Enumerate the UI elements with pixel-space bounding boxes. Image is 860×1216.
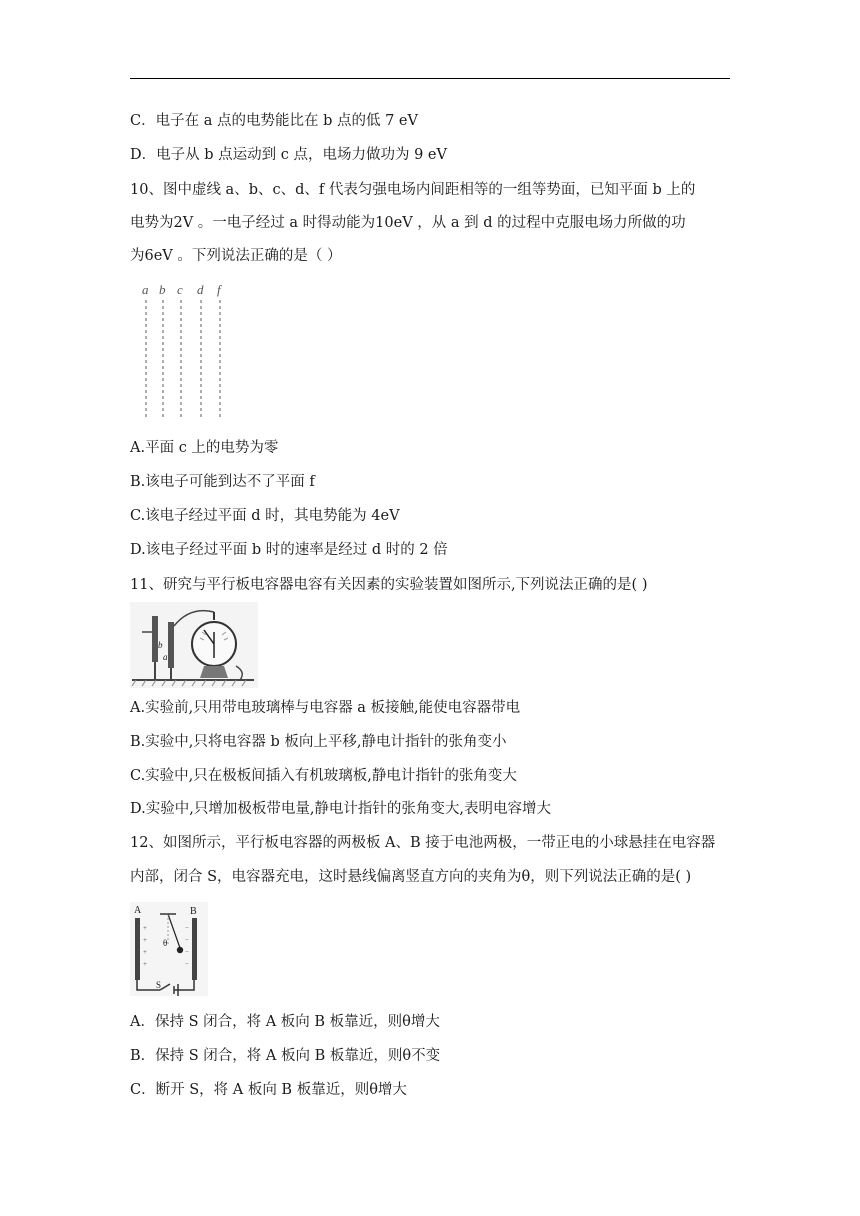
svg-text:+: + [143,948,147,956]
q12-capacitor-figure [130,902,208,996]
svg-text:−: − [185,948,189,956]
q9-option-d: D．电子从 b 点运动到 c 点，电场力做功为 9 eV [130,147,447,163]
q11-label-b: b [158,640,163,650]
q12-label-theta: θ [163,938,168,948]
q12-stem-line1: 12、如图所示，平行板电容器的两极板 A、B 接于电池两极，一带正电的小球悬挂在电容器 [130,835,716,851]
q10-stem-line1: 10、图中虚线 a、b、c、d、f 代表匀强电场内间距相等的一组等势面，已知平面 b 上的 [130,182,696,198]
svg-text:+: + [143,960,147,968]
svg-text:−: − [185,960,189,968]
q12-label-A: A [134,905,142,916]
q10-stem-line3: 为6eV 。下列说法正确的是（ ） [130,248,342,264]
q10-label-c: c [177,282,183,297]
q10-option-a: A.平面 c 上的电势为零 [130,440,279,456]
q10-stem-line2: 电势为2V 。一电子经过 a 时得动能为10eV ，从 a 到 d 的过程中克服电场力所做的功 [130,215,686,231]
q10-equipotential-figure [136,280,236,422]
q10-option-c: C.该电子经过平面 d 时，其电势能为 4eV [130,508,400,524]
q11-option-b: B.实验中,只将电容器 b 板向上平移,静电计指针的张角变小 [130,734,507,750]
q11-option-c: C.实验中,只在极板间插入有机玻璃板,静电计指针的张角变大 [130,768,517,784]
q11-stem: 11、研究与平行板电容器电容有关因素的实验装置如图所示,下列说法正确的是( ) [130,577,648,593]
q10-label-a: a [142,282,149,297]
q12-label-S: S [156,980,162,990]
q10-option-b: B.该电子可能到达不了平面 f [130,474,315,490]
q10-option-d: D.该电子经过平面 b 时的速率是经过 d 时的 2 倍 [130,542,448,558]
q11-option-a: A.实验前,只用带电玻璃棒与电容器 a 板接触,能使电容器带电 [130,700,521,716]
svg-text:−: − [185,936,189,944]
q12-label-B: B [190,906,197,917]
q11-electrometer-figure [130,602,258,688]
header-rule [130,78,730,79]
q9-option-c: C．电子在 a 点的电势能比在 b 点的低 7 eV [130,113,418,129]
svg-text:+: + [143,936,147,944]
svg-text:+: + [143,924,147,932]
q12-option-c: C．断开 S，将 A 板向 B 板靠近，则θ增大 [130,1082,407,1098]
q12-option-b: B．保持 S 闭合，将 A 板向 B 板靠近，则θ不变 [130,1048,441,1064]
svg-text:−: − [185,924,189,932]
q12-stem-line2: 内部，闭合 S，电容器充电，这时悬线偏离竖直方向的夹角为θ，则下列说法正确的是( ) [130,869,692,885]
q10-label-d: d [197,282,204,297]
q11-label-a: a [163,652,168,662]
q12-option-a: A．保持 S 闭合，将 A 板向 B 板靠近，则θ增大 [130,1014,440,1030]
q11-option-d: D.实验中,只增加极板带电量,静电计指针的张角变大,表明电容增大 [130,801,552,817]
q10-label-f: f [217,282,221,297]
q10-label-b: b [159,282,166,297]
